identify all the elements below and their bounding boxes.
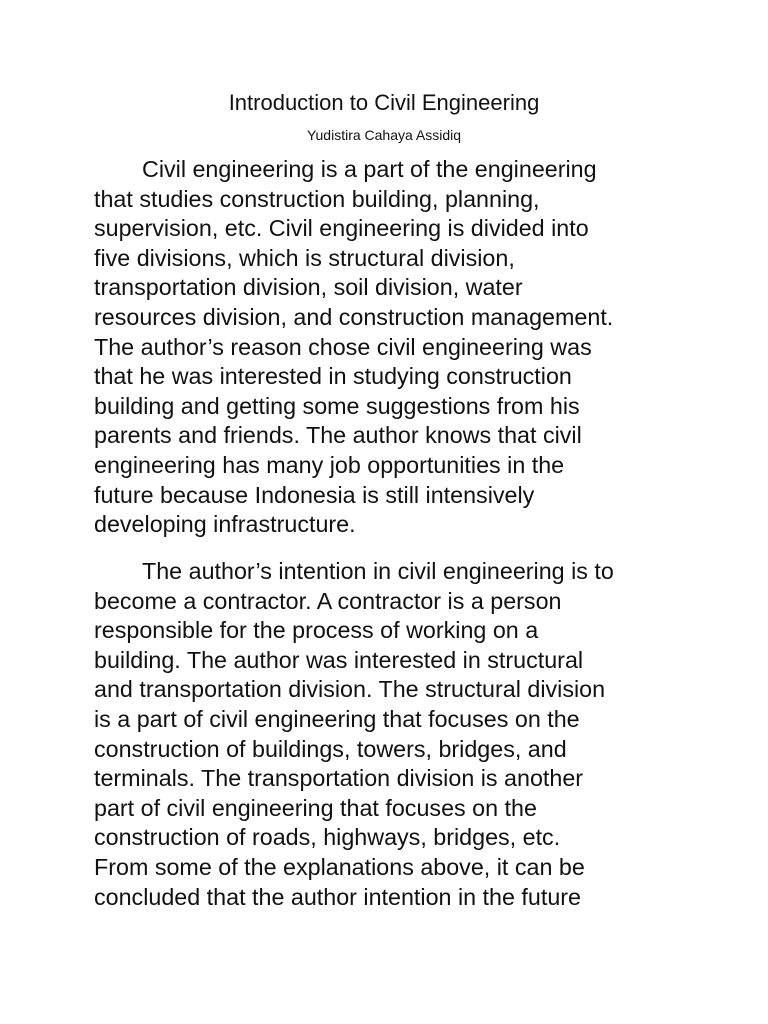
paragraph-line: The author’s intention in civil engineering is to (142, 558, 614, 584)
paragraph-line: responsible for the process of working on a (94, 617, 539, 644)
paragraph-line: five divisions, which is structural division, (94, 244, 515, 271)
paragraph-line: supervision, etc. Civil engineering is divided into (94, 215, 589, 242)
paragraph-line: construction of buildings, towers, bridges, and (94, 735, 567, 762)
paragraph-line: From some of the explanations above, it can be (94, 853, 585, 880)
paragraph-line: The author’s reason chose civil engineering was (94, 333, 592, 360)
paragraph-line: and transportation division. The structural division (94, 676, 606, 703)
paragraph-line: Civil engineering is a part of the engineering (142, 156, 597, 182)
author-name: Yudistira Cahaya Assidiq (306, 127, 462, 143)
paragraph-line: parents and friends. The author knows that civil (94, 422, 582, 449)
paragraph-1 (94, 155, 674, 540)
paragraph-line: future because Indonesia is still intensively (94, 481, 535, 508)
paragraph-line: developing infrastructure. (94, 511, 356, 538)
paragraph-line: part of civil engineering that focuses on the (94, 794, 537, 821)
paragraph-line: terminals. The transportation division is another (94, 765, 584, 792)
paragraph-line: engineering has many job opportunities in the (94, 451, 565, 478)
paragraph-line: building and getting some suggestions from his (94, 392, 580, 419)
paragraph-line: construction of roads, highways, bridges, etc. (94, 824, 561, 851)
document-title: Introduction to Civil Engineering (228, 90, 540, 115)
paragraph-line: concluded that the author intention in the future (94, 883, 581, 910)
paragraph-line: that he was interested in studying construction (94, 363, 572, 390)
paragraph-2 (94, 557, 674, 912)
paragraph-line: building. The author was interested in structural (94, 646, 584, 673)
paragraph-line: transportation division, soil division, water (94, 274, 523, 301)
paragraph-line: resources division, and construction management. (94, 303, 614, 330)
paragraph-line: become a contractor. A contractor is a person (94, 587, 562, 614)
paragraph-line: that studies construction building, planning, (94, 185, 540, 212)
paragraph-line: is a part of civil engineering that focuses on the (94, 705, 580, 732)
